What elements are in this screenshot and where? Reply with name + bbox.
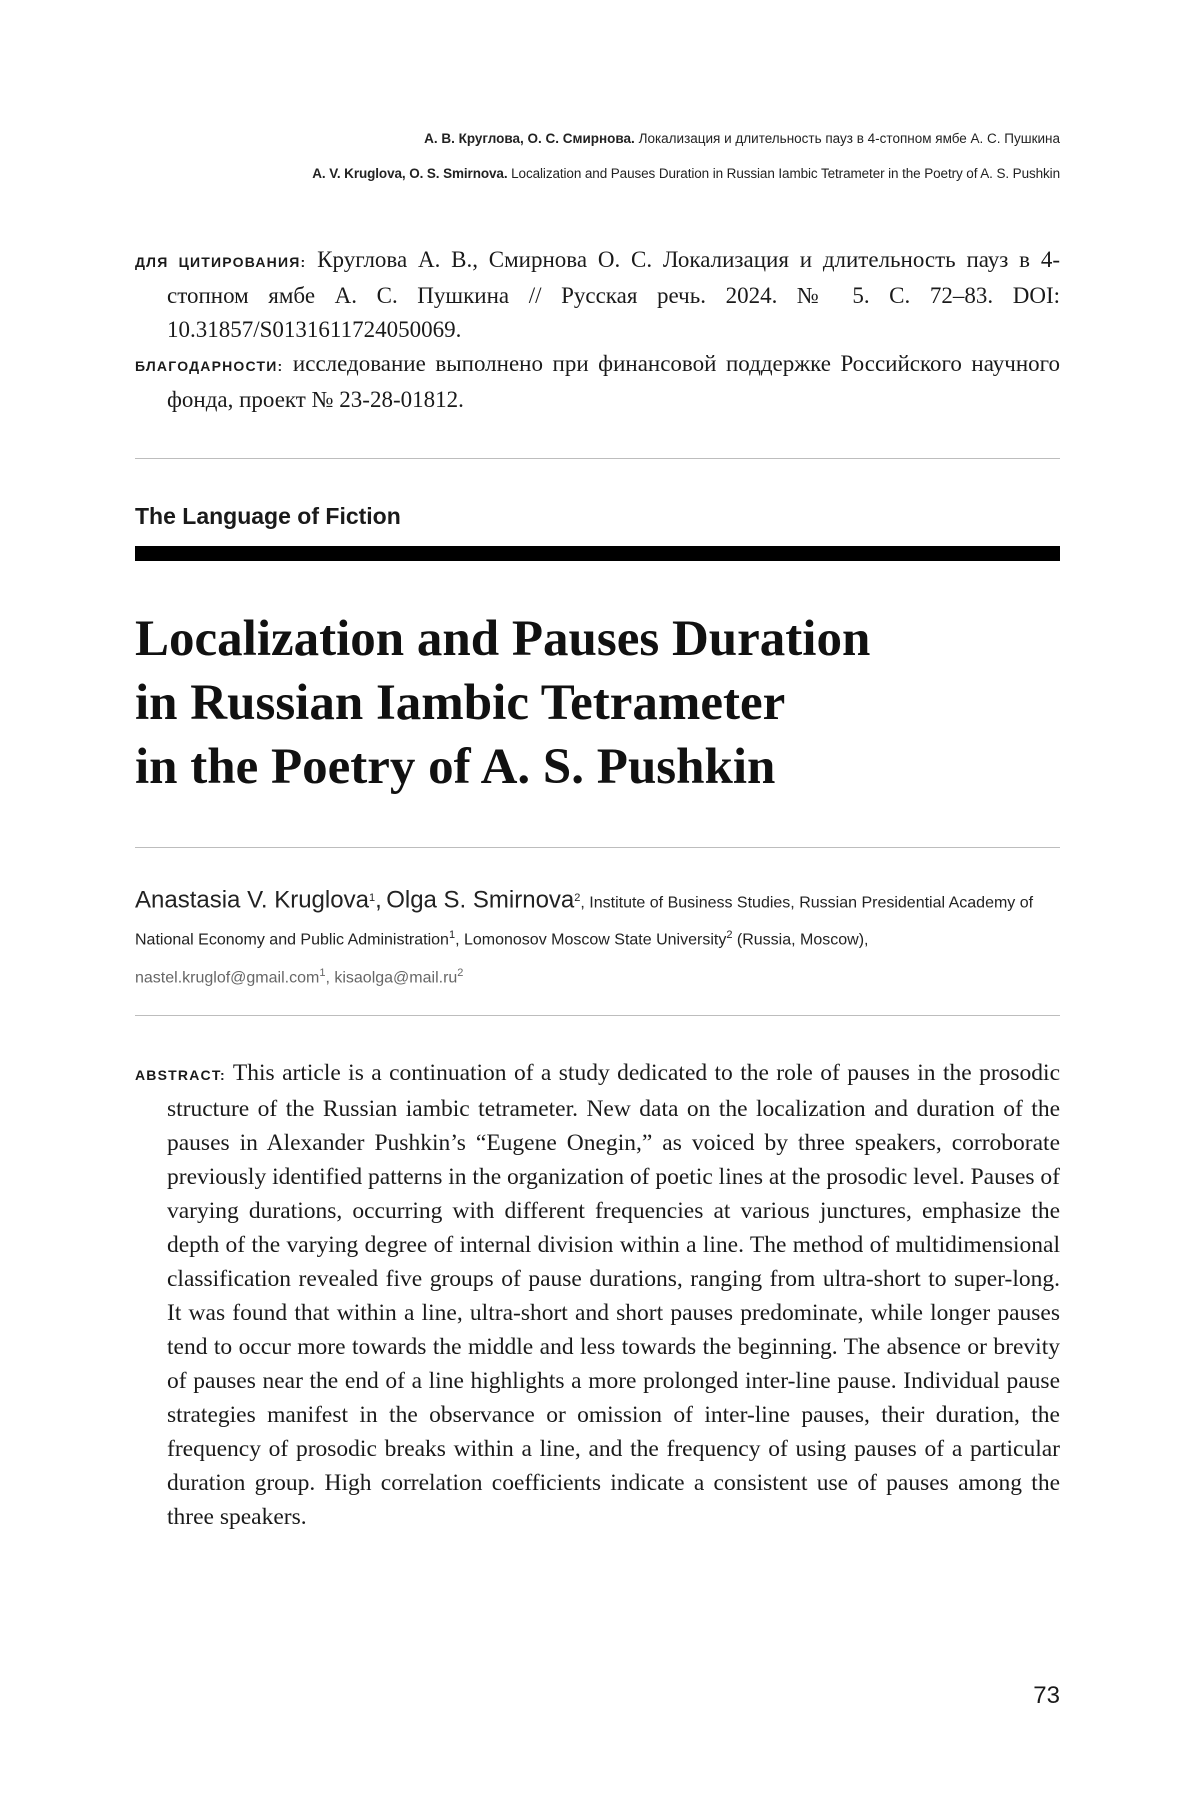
author-1: Anastasia V. Kruglova [135,886,369,914]
title-line-3: in the Poetry of A. S. Pushkin [135,739,776,795]
acknowledgements-entry [135,347,1060,417]
affiliation-1: Institute of Business Studies, Russian Presidential Academy of National Economy and Public Administration [135,894,1034,949]
email-1[interactable]: nastel.kruglof@gmail.com [135,968,320,986]
citation-entry [135,243,1060,347]
title-line-1: Localization and Pauses Duration [135,611,871,667]
title-line-2: in Russian Iambic Tetrameter [135,675,786,731]
running-head-en-title: Localization and Pauses Duration in Russian Iambic Tetrameter in the Poetry of A. S. Pushkin [511,166,1060,181]
page-number: 73 [1033,1682,1060,1709]
abstract-text: This article is a continuation of a study dedicated to the role of pauses in the prosodic structure of the Russian iambic tetrameter. New data on the localization and duration of the pauses in Alexander Pushkin’s “Eugene Onegin,” as voiced by three speakers, corroborate previously identified patterns in the organization of poetic lines at the prosodic level. Pauses of varying durations, occurring with different frequencies at various junctures, emphasize the depth of the varying degree of internal division within a line. The method of multidimensional classification revealed five groups of pause durations, ranging from ultra-short to super-long. It was found that within a line, ultra-short and short pauses predominate, while longer pauses tend to occur more towards the middle and less towards the beginning. The absence or brevity of pauses near the end of a line highlights a more prolonged inter-line pause. Individual pause strategies manifest in the observance or omission of inter-line pauses, their duration, the frequency of prosodic breaks within a line, and the frequency of using pauses of a particular duration group. High correlation coefficients indicate a consistent use of pauses among the three speakers. [167,1060,1060,1530]
acknowledgements-text: исследование выполнено при финансовой поддержке Российского научного фонда, проект № 23-28-01812. [167,351,1060,412]
affiliation-2: Lomonosov Moscow State University [463,931,727,949]
author-2-sup: 2 [574,892,581,904]
divider-authors [135,1015,1060,1016]
abstract-label: ABSTRACT: [135,1067,226,1083]
citation-text: Круглова А. В., Смирнова О. С. Локализация и длительность пауз в 4-стопном ямбе А. С. Пушкина // Русская речь. 2024. № 5. С. 72–83. DOI: 10.31857/S0131611724050069. [167,247,1060,342]
affiliation-2-sup: 2 [726,929,733,942]
running-head-english [312,166,1060,181]
author-2: Olga S. Smirnova [386,886,575,914]
section-label: The Language of Fiction [135,503,401,529]
email-1-sup: 1 [319,966,326,979]
abstract-block [135,1056,1060,1534]
author-comma-2: , [580,894,585,912]
email-2-sup: 2 [457,966,464,979]
authors-block [135,882,1060,994]
citation-label: ДЛЯ ЦИТИРОВАНИЯ: [135,254,307,270]
email-comma: , [325,968,330,986]
citation-block [135,243,1060,417]
divider-top [135,458,1060,459]
running-head-ru-authors: А. В. Круглова, О. С. Смирнова. [424,131,635,146]
running-head-russian [424,131,1060,146]
section-rule [135,546,1060,561]
author-comma: , [375,886,382,914]
running-head-en-authors: A. V. Kruglova, O. S. Smirnova. [312,166,508,181]
article-title [135,607,1060,799]
running-head-ru-title: Локализация и длительность пауз в 4-стопном ямбе А. С. Пушкина [638,131,1060,146]
affiliation-1-sup: 1 [448,929,456,942]
divider-title [135,847,1060,848]
acknowledgements-label: БЛАГОДАРНОСТИ: [135,358,284,374]
abstract-entry [135,1056,1060,1534]
author-1-sup: 1 [368,892,376,904]
affiliation-comma: , [455,931,460,949]
location: (Russia, Moscow), [736,931,869,949]
email-2[interactable]: kisaolga@mail.ru [334,968,458,986]
